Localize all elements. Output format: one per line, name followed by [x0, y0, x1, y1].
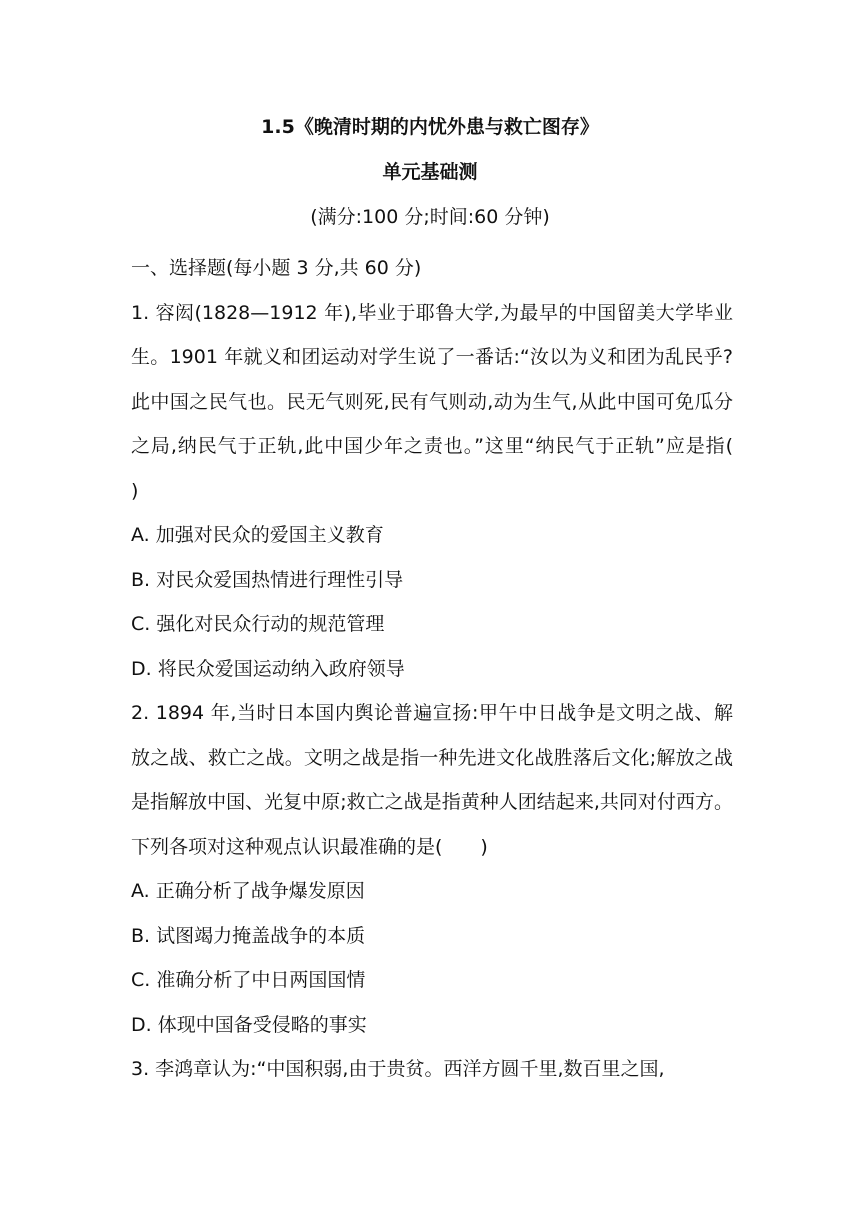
option-a: A. 加强对民众的爱国主义教育: [131, 524, 384, 546]
option-a: A. 正确分析了战争爆发原因: [131, 880, 365, 902]
option-d: D. 将民众爱国运动纳入政府领导: [131, 657, 405, 680]
question-stem: 3. 李鸿章认为:“中国积弱,由于贵贫。西洋方圆千里,数百里之国,: [131, 1058, 665, 1080]
question-stem: 1. 容闳(1828—1912 年),毕业于耶鲁大学,为最早的中国留美大学毕业生。1901 年就义和团运动对学生说了一番话:“汝以为义和团为乱民乎?此中国之民气也。民无气则死,民有气则动,动为生气,从此中国可免瓜分之局,纳民气于正轨,此中国少年之责也。”这里“纳民气于正轨”应是指( ): [131, 301, 772, 502]
question-3: [131, 1047, 733, 1092]
question-1: [131, 291, 772, 692]
document-title: 1.5《晚清时期的内忧外患与救亡图存》: [261, 116, 599, 138]
document-body: [131, 246, 772, 1092]
option-b: B. 对民众爱国热情进行理性引导: [131, 568, 404, 591]
score-time-info: (满分:100 分;时间:60 分钟): [310, 206, 550, 228]
option-c: C. 强化对民众行动的规范管理: [131, 613, 385, 635]
section-heading: 一、选择题(每小题 3 分,共 60 分): [131, 257, 422, 279]
option-c: C. 准确分析了中日两国国情: [131, 969, 366, 991]
document-subtitle: 单元基础测: [382, 161, 478, 183]
option-d: D. 体现中国备受侵略的事实: [131, 1013, 367, 1036]
option-b: B. 试图竭力掩盖战争的本质: [131, 924, 366, 947]
question-stem: 2. 1894 年,当时日本国内舆论普遍宣扬:甲午中日战争是文明之战、解放之战、救亡之战。文明之战是指一种先进文化战胜落后文化;解放之战是指解放中国、光复中原;救亡之战是指黄种人团结起来,共同对付西方。下列各项对这种观点认识最准确的是( ): [131, 702, 733, 858]
question-2: [131, 691, 733, 1047]
